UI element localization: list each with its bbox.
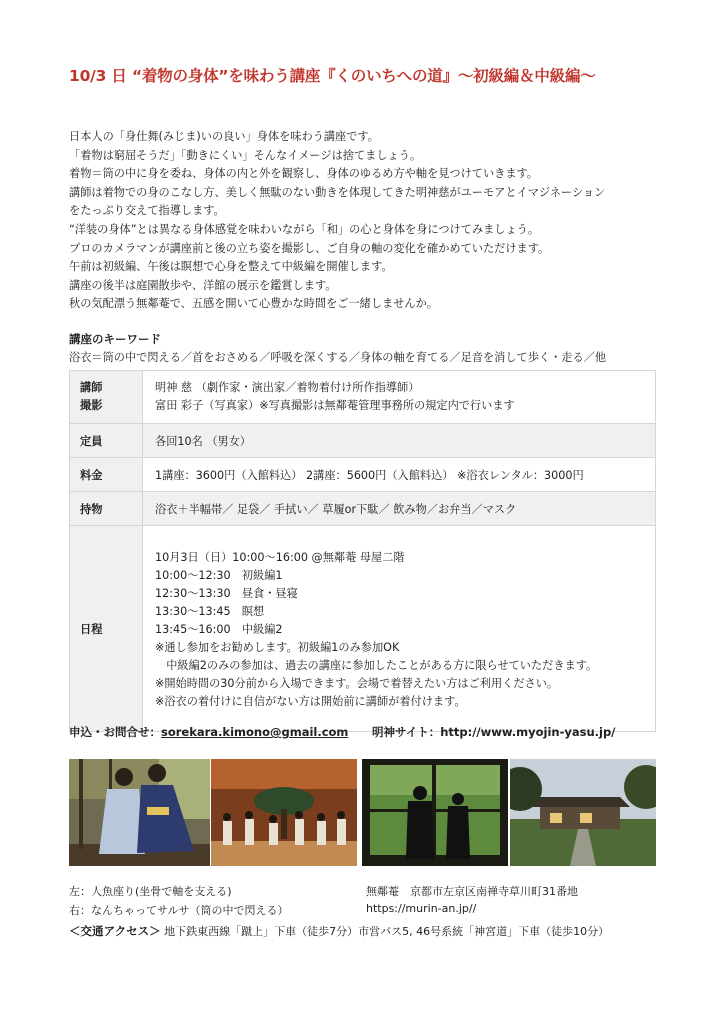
page-title: 10/3 日 “着物の身体”を味わう講座『くのいちへの道』〜初級編＆中級編〜 bbox=[69, 67, 596, 85]
intro-line: “洋装の身体”とは異なる身体感覚を味わいながら「和」の心と身体を身につけてみましょう。 bbox=[69, 222, 540, 236]
photographer-label: 撮影 bbox=[80, 399, 103, 412]
intro-line: 午前は初級編、午後は瞑想で心身を整えて中級編を開催します。 bbox=[69, 260, 393, 274]
photographer-name: 富田 彩子（写真家）※写真撮影は無鄰菴管理事務所の規定内で行います bbox=[155, 399, 515, 412]
intro-line: プロのカメラマンが講座前と後の立ち姿を撮影し、ご自身の軸の変化を確かめていただけます。 bbox=[69, 241, 550, 255]
photo-mermaid-sitting-image bbox=[69, 759, 210, 866]
teachers-label bbox=[70, 371, 143, 424]
fee-label: 料金 bbox=[70, 458, 143, 492]
access-label: ＜交通アクセス＞ bbox=[69, 924, 161, 938]
intro-line: 講師は着物での身のこなし方、美しく無駄のない動きを体現してきた明神慈がユーモアとイマジネーション bbox=[69, 185, 606, 199]
schedule-label: 日程 bbox=[70, 526, 143, 732]
intro-line: をたっぷり交えて指導します。 bbox=[69, 204, 225, 218]
venue-address: 無鄰菴 京都市左京区南禅寺草川町31番地 bbox=[366, 885, 578, 898]
photo-garden-window-image bbox=[362, 759, 508, 866]
schedule-line: ※開始時間の30分前から入場できます。会場で着替えたい方はご利用ください。 bbox=[155, 677, 559, 690]
capacity-value: 各回10名 （男女） bbox=[143, 424, 656, 458]
teachers-value bbox=[143, 371, 656, 424]
site-url-link[interactable]: http://www.myojin-yasu.jp/ bbox=[440, 725, 616, 739]
schedule-value bbox=[143, 526, 656, 732]
items-label: 持物 bbox=[70, 492, 143, 526]
schedule-line: ※通し参加をお勧めします。初級編1のみ参加OK bbox=[155, 641, 400, 654]
access-info bbox=[69, 923, 609, 939]
intro-line: 秋の気配漂う無鄰菴で、五感を開いて心豊かな時間をご一緒しませんか。 bbox=[69, 297, 438, 311]
caption-left: 左：人魚座り(坐骨で軸を支える) bbox=[69, 885, 232, 898]
contact-email-link[interactable]: sorekara.kimono@gmail.com bbox=[161, 725, 349, 739]
site-line bbox=[372, 724, 615, 740]
schedule-line: 12:30〜13:30 昼食・昼寝 bbox=[155, 587, 298, 600]
intro-line: 着物＝筒の中に身を委ね、身体の内と外を観察し、身体のゆるめ方や軸を見つけていきます。 bbox=[69, 167, 538, 181]
table-row bbox=[70, 371, 656, 424]
schedule-line: 13:30〜13:45 瞑想 bbox=[155, 605, 265, 618]
info-table bbox=[69, 370, 656, 732]
teacher-label: 講師 bbox=[80, 381, 103, 394]
caption-right: 右：なんちゃってサルサ（筒の中で閃える） bbox=[69, 904, 289, 917]
fee-value: 1講座：3600円（入館料込） 2講座：5600円（入館料込） ※浴衣レンタル：3000円 bbox=[143, 458, 656, 492]
photo-salsa-image bbox=[211, 759, 357, 866]
schedule-line: 10月3日（日）10:00〜16:00 @無鄰菴 母屋二階 bbox=[155, 551, 405, 564]
table-row bbox=[70, 526, 656, 732]
capacity-label: 定員 bbox=[70, 424, 143, 458]
venue-url-link[interactable]: https://murin-an.jp// bbox=[366, 902, 477, 915]
access-text: 地下鉄東西線「蹴上」下車（徒歩7分）市営バス5, 46号系統「神宮道」下車（徒歩10分） bbox=[160, 925, 610, 938]
schedule-line: 13:45〜16:00 中級編2 bbox=[155, 623, 283, 636]
intro-line: 「着物は窮屈そうだ」「動きにくい」そんなイメージは捨てましょう。 bbox=[69, 148, 422, 162]
schedule-line: ※浴衣の着付けに自信がない方は開始前に講師が着付けます。 bbox=[155, 695, 466, 708]
photo-mermaid-sitting bbox=[69, 759, 210, 866]
intro-text bbox=[69, 128, 669, 314]
photo-villa bbox=[510, 759, 656, 866]
photo-garden-window bbox=[362, 759, 508, 866]
teacher-name: 明神 慈 （劇作家・演出家／着物着付け所作指導師） bbox=[155, 381, 420, 394]
site-label: 明神サイト： bbox=[372, 725, 441, 739]
photo-villa-image bbox=[510, 759, 656, 866]
contact-line bbox=[69, 724, 348, 740]
schedule-line: 中級編2のみの参加は、過去の講座に参加したことがある方に限らせていただきます。 bbox=[155, 659, 598, 672]
keywords-text: 浴衣＝筒の中で閃える／首をおさめる／呼吸を深くする／身体の軸を育てる／足音を消して歩く・走る／他 bbox=[69, 351, 607, 364]
items-value: 浴衣＋半幅帯／ 足袋／ 手拭い／ 草履or下駄／ 飲み物／お弁当／マスク bbox=[143, 492, 656, 526]
table-row bbox=[70, 424, 656, 458]
table-row bbox=[70, 458, 656, 492]
photo-salsa bbox=[211, 759, 357, 866]
intro-line: 日本人の「身仕舞(みじま)いの良い」身体を味わう講座です。 bbox=[69, 130, 379, 143]
keywords-heading: 講座のキーワード bbox=[69, 332, 161, 346]
table-row bbox=[70, 492, 656, 526]
schedule-line: 10:00〜12:30 初級編1 bbox=[155, 569, 283, 582]
contact-label: 申込・お問合せ： bbox=[69, 725, 161, 739]
intro-line: 講座の後半は庭園散歩や、洋館の展示を鑑賞します。 bbox=[69, 278, 337, 292]
